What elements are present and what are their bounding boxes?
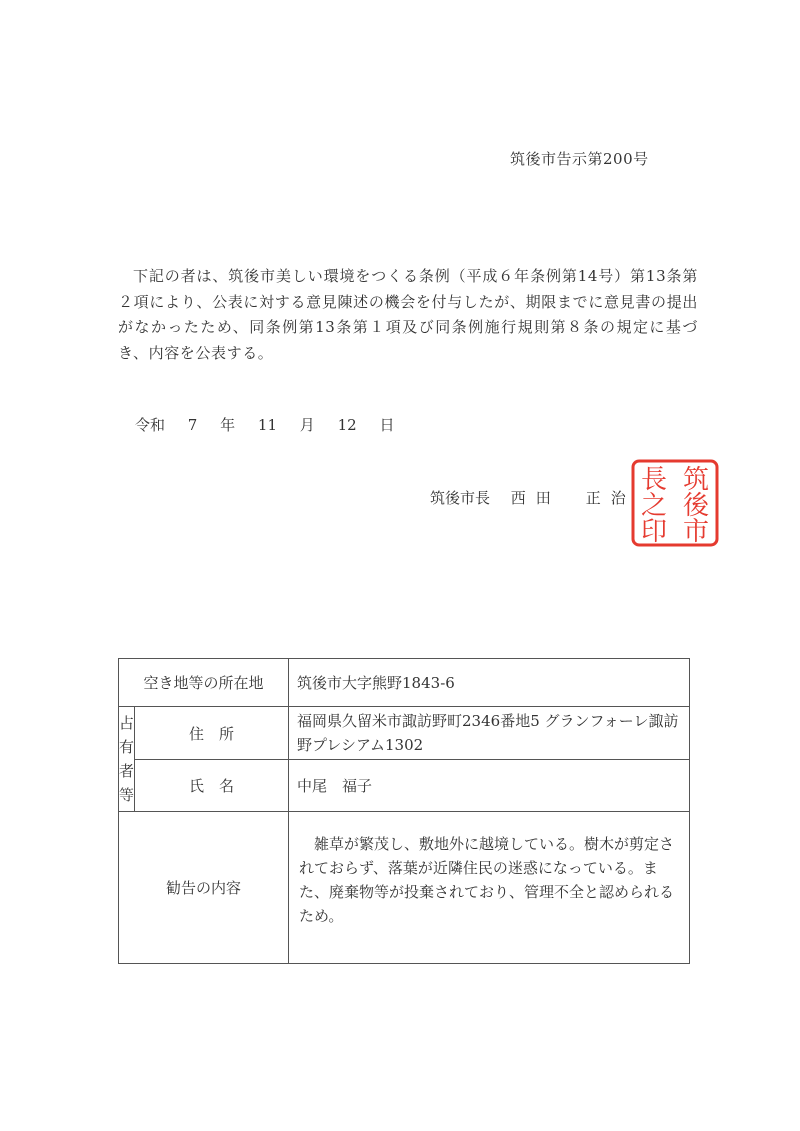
address-label: 住 所 bbox=[135, 707, 289, 760]
table-row-address bbox=[119, 707, 690, 760]
date bbox=[135, 414, 404, 435]
address-value: 福岡県久留米市諏訪野町2346番地5 グランフォーレ諏訪野プレシアム1302 bbox=[289, 707, 690, 760]
name-label: 氏 名 bbox=[135, 760, 289, 812]
occupant-label: 占有者等 bbox=[119, 707, 135, 812]
date-year-unit: 年 bbox=[220, 416, 236, 434]
date-year: 7 bbox=[187, 416, 198, 434]
table-row-location bbox=[119, 659, 690, 707]
issuer bbox=[430, 487, 652, 508]
svg-text:市: 市 bbox=[682, 517, 710, 547]
date-era: 令和 bbox=[135, 416, 166, 434]
official-seal-icon bbox=[630, 458, 720, 548]
date-month: 11 bbox=[257, 416, 278, 434]
date-day-unit: 日 bbox=[379, 416, 395, 434]
svg-text:之: 之 bbox=[640, 491, 668, 521]
svg-text:印: 印 bbox=[640, 517, 668, 547]
location-value: 筑後市大字熊野1843-6 bbox=[289, 659, 690, 707]
date-month-unit: 月 bbox=[299, 416, 315, 434]
svg-text:後: 後 bbox=[682, 491, 710, 521]
location-label: 空き地等の所在地 bbox=[119, 659, 289, 707]
svg-text:長: 長 bbox=[640, 465, 668, 495]
issuer-name: 西田 正治 bbox=[510, 489, 636, 507]
notice-number: 筑後市告示第200号 bbox=[510, 150, 649, 168]
body-paragraph: 下記の者は、筑後市美しい環境をつくる条例（平成６年条例第14号）第13条第２項により、公表に対する意見陳述の機会を付与したが、期限までに意見書の提出がなかったため、同条例第13条第１項及び同条例施行規則第８条の規定に基づき、内容を公表する。 bbox=[118, 267, 698, 362]
date-day: 12 bbox=[337, 416, 357, 434]
name-value: 中尾 福子 bbox=[289, 760, 690, 812]
recommendation-value: 雑草が繁茂し、敷地外に越境している。樹木が剪定されておらず、落葉が近隣住民の迷惑になっている。また、廃棄物等が投棄されており、管理不全と認められるため。 bbox=[289, 812, 690, 964]
notice-table bbox=[118, 658, 690, 964]
recommendation-label: 勧告の内容 bbox=[119, 812, 289, 964]
table-row-name bbox=[119, 760, 690, 812]
issuer-title: 筑後市長 bbox=[430, 489, 491, 507]
svg-text:筑: 筑 bbox=[682, 465, 710, 495]
table-row-recommendation bbox=[119, 812, 690, 964]
